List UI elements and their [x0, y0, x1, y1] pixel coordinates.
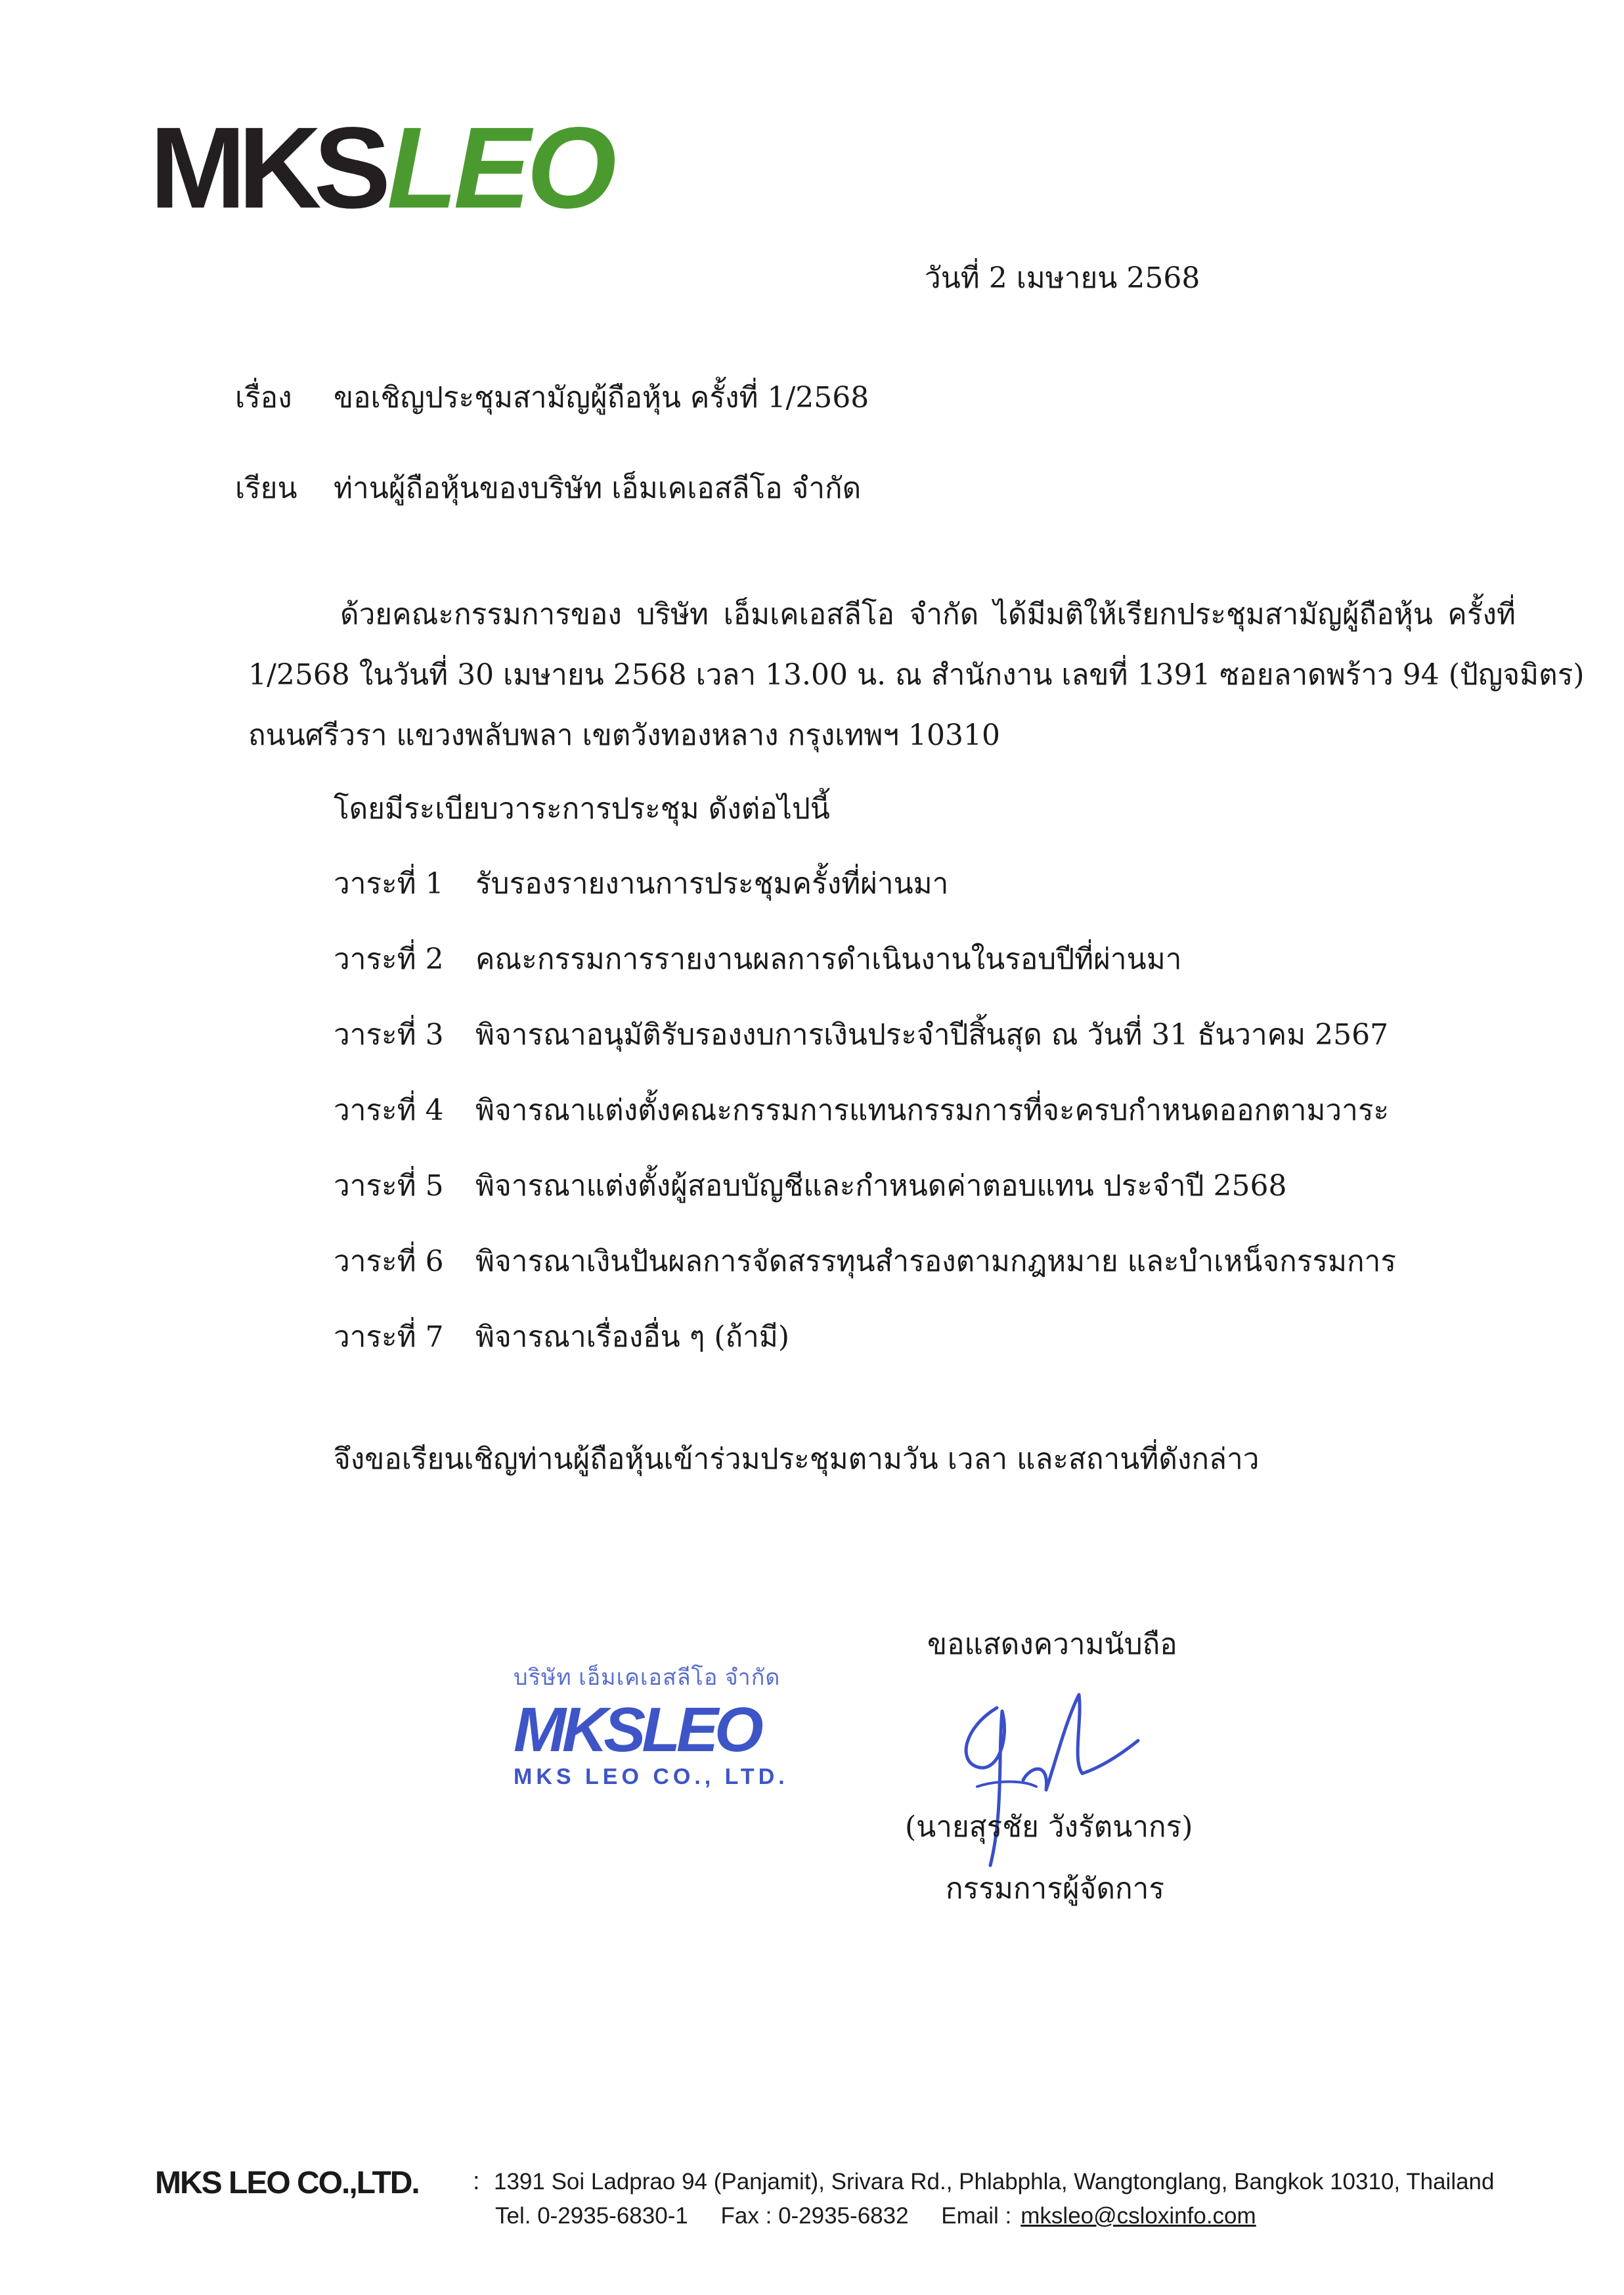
subject-text: ขอเชิญประชุมสามัญผู้ถือหุ้น ครั้งที่ 1/2568 — [334, 381, 869, 414]
agenda-item-number: วาระที่ 4 — [334, 1094, 444, 1127]
logo-leo-text: LEO — [387, 104, 613, 233]
footer-email-label: Email : — [941, 2203, 1012, 2229]
company-logo — [150, 104, 613, 233]
body-line-2: 1/2568 ในวันที่ 30 เมษายน 2568 เวลา 13.00 น. ณ สำนักงาน เลขที่ 1391 ซอยลาดพร้าว 94 (ปัญจมิตร) — [248, 658, 1585, 692]
footer-address: 1391 Soi Ladprao 94 (Panjamit), Srivara Rd., Phlabphla, Wangtonglang, Bangkok 10310, Thailand — [494, 2169, 1495, 2195]
subject-label: เรื่อง — [235, 381, 292, 414]
footer-separator: : — [473, 2168, 480, 2195]
agenda-item-number: วาระที่ 6 — [334, 1245, 444, 1278]
footer-fax: Fax : 0-2935-6832 — [720, 2203, 909, 2229]
logo-mks-text: MKS — [150, 104, 384, 233]
recipient-text: ท่านผู้ถือหุ้นของบริษัท เอ็มเคเอสลีโอ จำกัด — [334, 472, 862, 505]
agenda-item — [334, 1245, 1396, 1320]
agenda-item-number: วาระที่ 2 — [334, 943, 444, 976]
stamp-company-thai: บริษัท เอ็มเคเอสลีโอ จำกัด — [514, 1665, 781, 1690]
agenda-item — [334, 1320, 1396, 1396]
footer-contact — [495, 2203, 1283, 2229]
signer-name: (นายสุรชัย วังรัตนากร) — [905, 1810, 1193, 1844]
agenda-item-text: พิจารณาแต่งตั้งผู้สอบบัญชีและกำหนดค่าตอบแทน ประจำปี 2568 — [475, 1169, 1287, 1203]
agenda-list — [334, 867, 1396, 1396]
agenda-item-text: พิจารณาแต่งตั้งคณะกรรมการแทนกรรมการที่จะครบกำหนดออกตามวาระ — [475, 1094, 1390, 1127]
footer-telephone: Tel. 0-2935-6830-1 — [495, 2203, 688, 2229]
agenda-item-number: วาระที่ 5 — [334, 1169, 444, 1203]
agenda-item-text: คณะกรรมการรายงานผลการดำเนินงานในรอบปีที่ผ่านมา — [475, 943, 1182, 976]
agenda-item-number: วาระที่ 3 — [334, 1018, 444, 1052]
agenda-item-text: พิจารณาเรื่องอื่น ๆ (ถ้ามี) — [475, 1320, 790, 1354]
agenda-item — [334, 1018, 1396, 1094]
body-line-1: ด้วยคณะกรรมการของ บริษัท เอ็มเคเอสลีโอ จำกัด ได้มีมติให้เรียกประชุมสามัญผู้ถือหุ้น ครั้งที่ — [340, 598, 1516, 631]
handwritten-signature — [951, 1682, 1161, 1879]
agenda-item-text: พิจารณาเงินปันผลการจัดสรรทุนสำรองตามกฎหมาย และบำเหน็จกรรมการ — [475, 1245, 1396, 1278]
agenda-intro: โดยมีระเบียบวาระการประชุม ดังต่อไปนี้ — [334, 792, 830, 826]
agenda-item — [334, 943, 1396, 1018]
stamp-logo: MKSLEO — [514, 1695, 760, 1765]
letter-date: วันที่ 2 เมษายน 2568 — [925, 261, 1200, 295]
footer-company-name: MKS LEO CO.,LTD. — [155, 2166, 419, 2200]
body-line-3: ถนนศรีวรา แขวงพลับพลา เขตวังทองหลาง กรุงเทพฯ 10310 — [248, 719, 1000, 752]
agenda-item-number: วาระที่ 1 — [334, 867, 444, 901]
stamp-company-english: MKS LEO CO., LTD. — [514, 1764, 789, 1789]
body-paragraph — [248, 585, 1585, 766]
agenda-item-text: รับรองรายงานการประชุมครั้งที่ผ่านมา — [475, 867, 949, 901]
agenda-item-number: วาระที่ 7 — [334, 1320, 444, 1354]
company-stamp — [514, 1659, 802, 1790]
agenda-item — [334, 1094, 1396, 1169]
agenda-item — [334, 1169, 1396, 1245]
recipient-label: เรียน — [235, 472, 297, 505]
agenda-item-text: พิจารณาอนุมัติรับรองงบการเงินประจำปีสิ้นสุด ณ วันที่ 31 ธันวาคม 2567 — [475, 1018, 1389, 1052]
agenda-item — [334, 867, 1396, 943]
signer-title: กรรมการผู้จัดการ — [946, 1872, 1165, 1905]
footer-email-link[interactable]: mksleo@csloxinfo.com — [1020, 2203, 1256, 2229]
regards-line: ขอแสดงความนับถือ — [927, 1628, 1177, 1661]
closing-sentence: จึงขอเรียนเชิญท่านผู้ถือหุ้นเข้าร่วมประชุมตามวัน เวลา และสถานที่ดังกล่าว — [334, 1442, 1260, 1476]
